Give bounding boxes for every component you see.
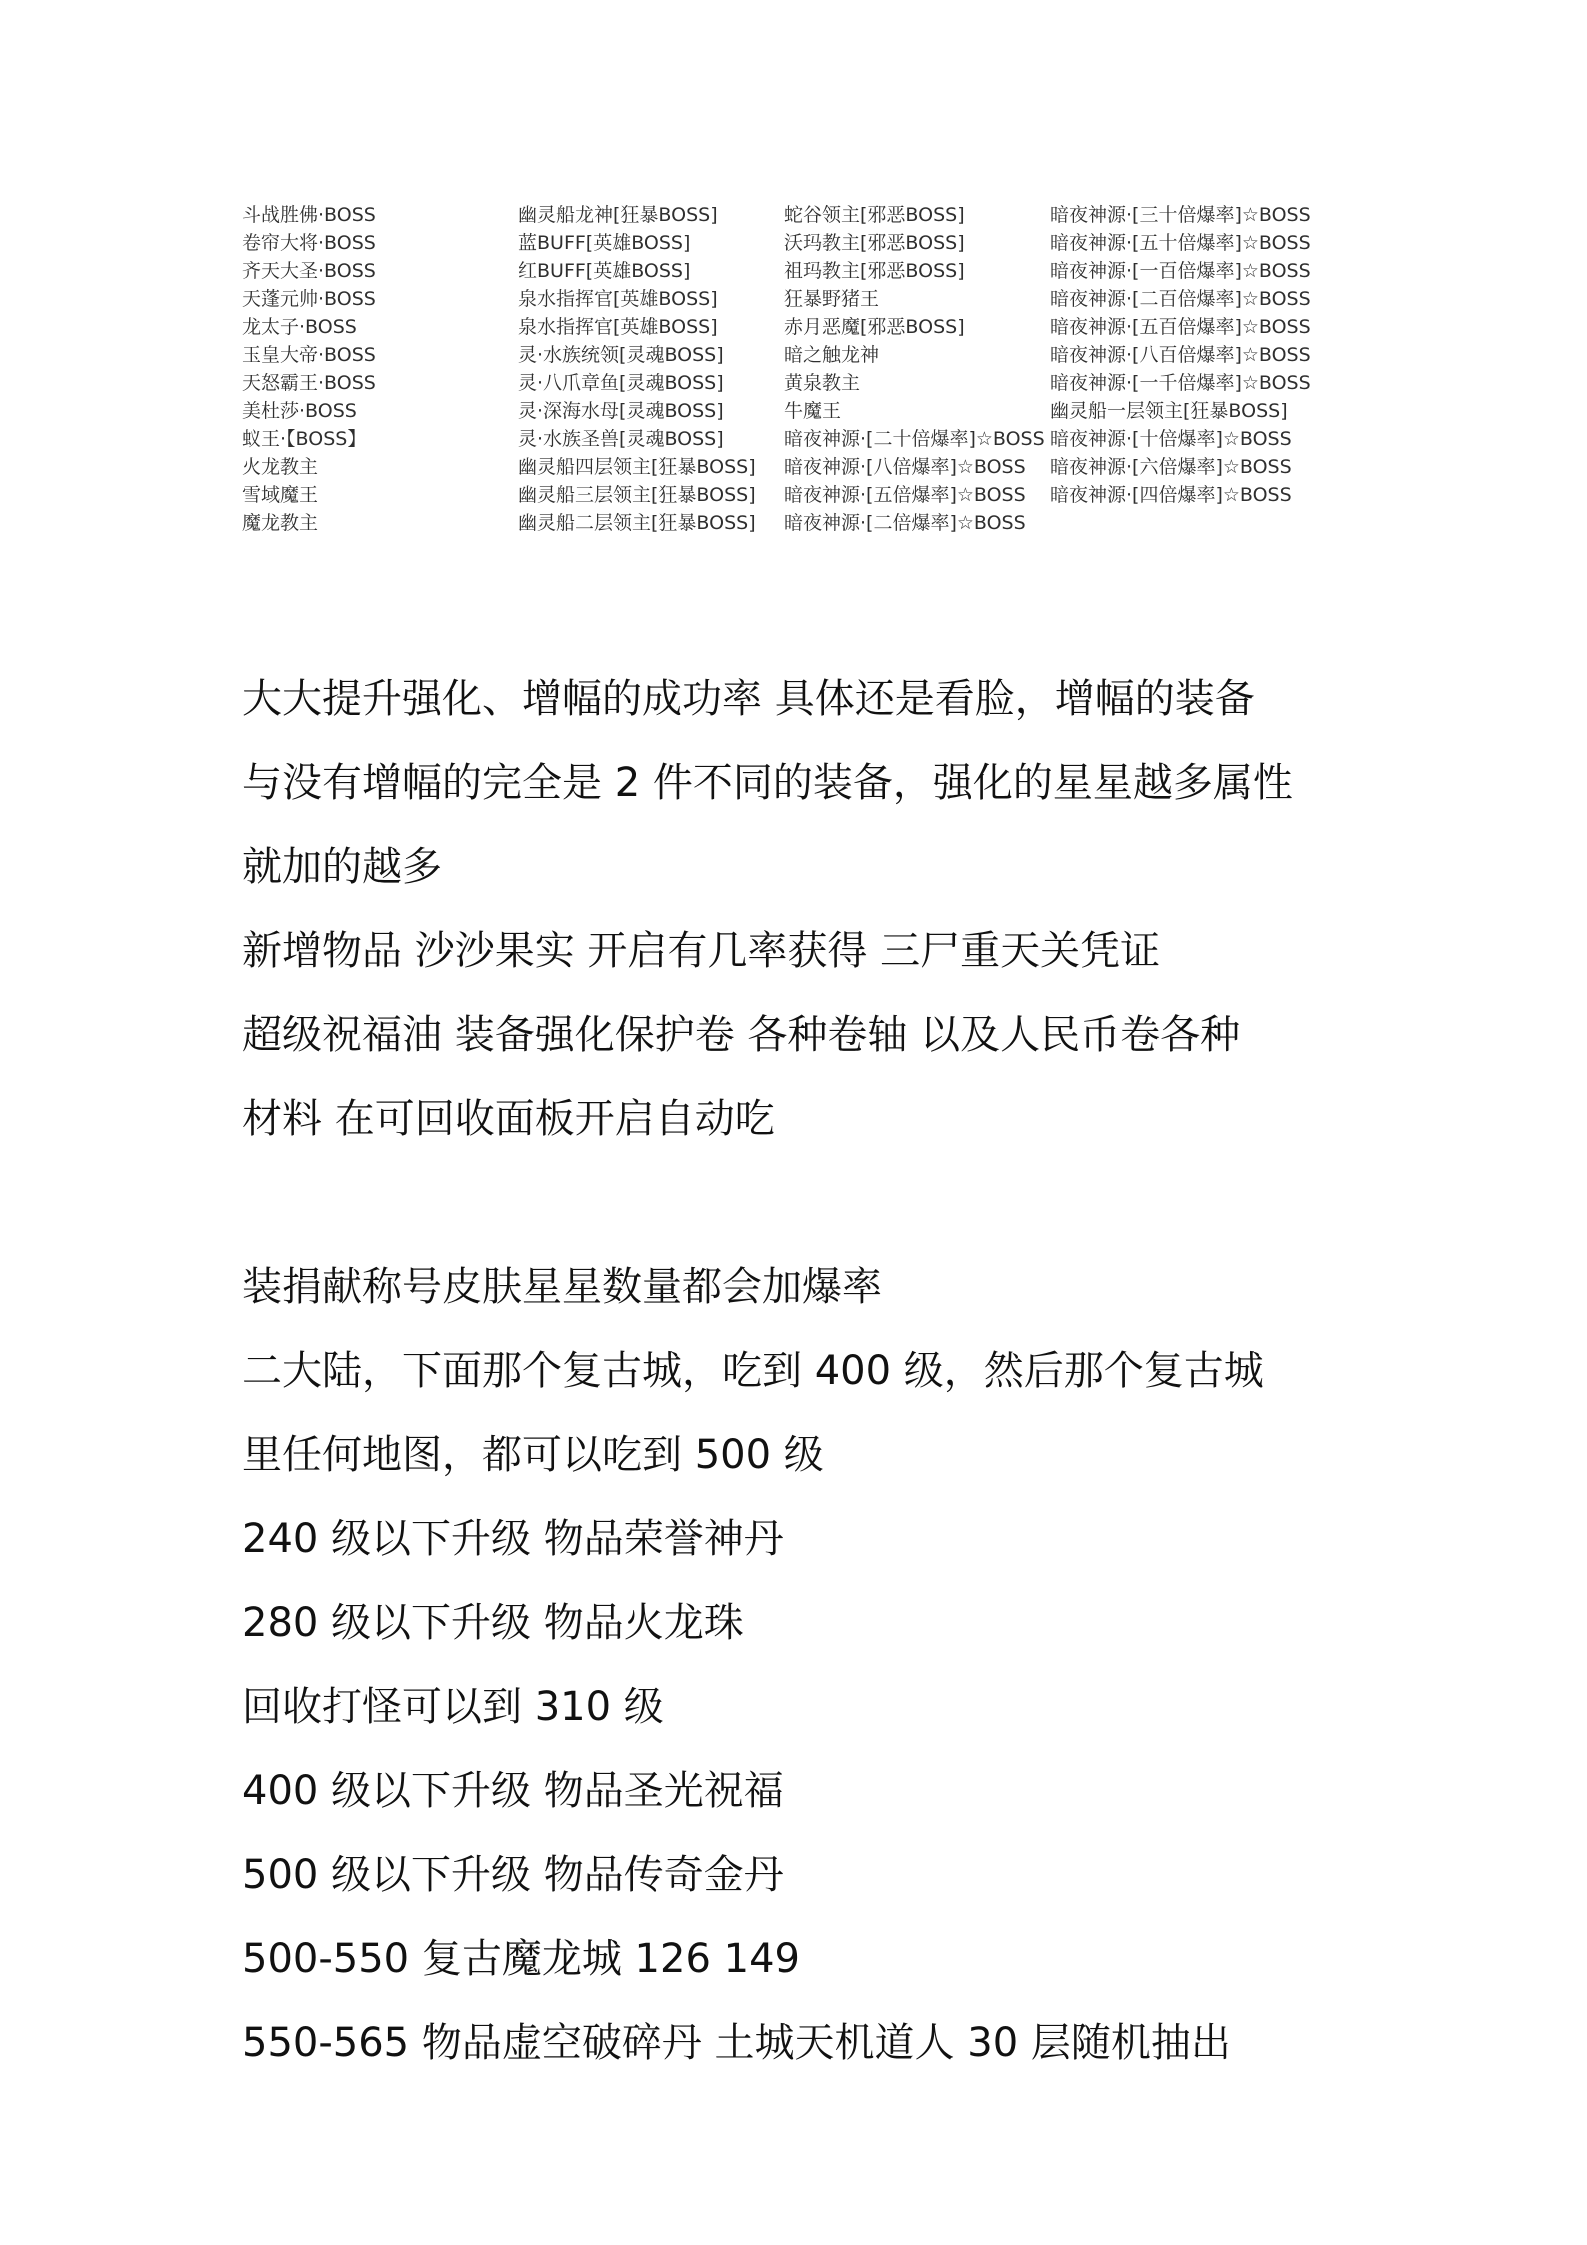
text-line: 里任何地图，都可以吃到 500 级	[242, 1432, 824, 1478]
boss-list-item: 蛇谷领主[邪恶BOSS]	[784, 204, 965, 226]
boss-list-item: 雪域魔王	[242, 484, 319, 506]
boss-list-item: 暗夜神源·[四倍爆率]☆BOSS	[1050, 484, 1292, 506]
boss-list-item: 暗夜神源·[五百倍爆率]☆BOSS	[1050, 316, 1311, 338]
text-line: 500 级以下升级 物品传奇金丹	[242, 1852, 784, 1898]
boss-list-item: 暗之触龙神	[784, 344, 880, 366]
boss-list-item: 天蓬元帅·BOSS	[242, 288, 376, 310]
text-line: 超级祝福油 装备强化保护卷 各种卷轴 以及人民币卷各种	[242, 1012, 1241, 1058]
text-line: 二大陆，下面那个复古城，吃到 400 级，然后那个复古城	[242, 1348, 1264, 1394]
boss-list-item: 沃玛教主[邪恶BOSS]	[784, 232, 965, 254]
boss-list-item: 灵·深海水母[灵魂BOSS]	[518, 400, 724, 422]
boss-list-item: 泉水指挥官[英雄BOSS]	[518, 316, 718, 338]
boss-list-item: 暗夜神源·[一千倍爆率]☆BOSS	[1050, 372, 1311, 394]
text-line: 新增物品 沙沙果实 开启有几率获得 三尸重天关凭证	[242, 928, 1161, 974]
boss-list-item: 斗战胜佛·BOSS	[242, 204, 376, 226]
boss-list-item: 幽灵船四层领主[狂暴BOSS]	[518, 456, 756, 478]
boss-list-item: 泉水指挥官[英雄BOSS]	[518, 288, 718, 310]
boss-list-item: 黄泉教主	[784, 372, 861, 394]
boss-list-column-2	[518, 201, 756, 537]
boss-list-item: 龙太子·BOSS	[242, 316, 357, 338]
boss-list-item: 灵·水族圣兽[灵魂BOSS]	[518, 428, 724, 450]
boss-list-item: 蚁王·【BOSS】	[242, 428, 367, 450]
boss-list-item: 火龙教主	[242, 456, 319, 478]
text-line: 550-565 物品虚空破碎丹 土城天机道人 30 层随机抽出	[242, 2020, 1231, 2066]
text-line: 就加的越多	[242, 844, 442, 890]
boss-list-item: 暗夜神源·[二十倍爆率]☆BOSS	[784, 428, 1045, 450]
text-line: 400 级以下升级 物品圣光祝福	[242, 1768, 784, 1814]
text-line: 240 级以下升级 物品荣誉神丹	[242, 1516, 784, 1562]
boss-list-item: 卷帘大将·BOSS	[242, 232, 376, 254]
boss-list-item: 暗夜神源·[一百倍爆率]☆BOSS	[1050, 260, 1311, 282]
boss-list-item: 暗夜神源·[六倍爆率]☆BOSS	[1050, 456, 1292, 478]
text-line: 与没有增幅的完全是 2 件不同的装备，强化的星星越多属性	[242, 760, 1293, 806]
boss-list-column-4	[1050, 201, 1311, 509]
text-line: 500-550 复古魔龙城 126 149	[242, 1936, 800, 1982]
boss-list-item: 幽灵船二层领主[狂暴BOSS]	[518, 512, 756, 534]
boss-list-item: 暗夜神源·[五十倍爆率]☆BOSS	[1050, 232, 1311, 254]
boss-list-column-1	[242, 201, 376, 537]
boss-list-item: 幽灵船龙神[狂暴BOSS]	[518, 204, 718, 226]
boss-list-item: 狂暴野猪王	[784, 288, 880, 310]
boss-list-item: 灵·八爪章鱼[灵魂BOSS]	[518, 372, 724, 394]
boss-list-item: 暗夜神源·[五倍爆率]☆BOSS	[784, 484, 1026, 506]
boss-list-item: 美杜莎·BOSS	[242, 400, 357, 422]
boss-list-item: 牛魔王	[784, 400, 842, 422]
boss-list-item: 蓝BUFF[英雄BOSS]	[518, 232, 691, 254]
boss-list-column-3	[784, 201, 1045, 537]
text-line: 装捐献称号皮肤星星数量都会加爆率	[242, 1264, 882, 1310]
boss-list-item: 齐天大圣·BOSS	[242, 260, 376, 282]
boss-list-item: 玉皇大帝·BOSS	[242, 344, 376, 366]
boss-list-item: 暗夜神源·[二百倍爆率]☆BOSS	[1050, 288, 1311, 310]
enhancement-paragraph	[242, 657, 1362, 1161]
boss-list-item: 红BUFF[英雄BOSS]	[518, 260, 691, 282]
boss-list-item: 祖玛教主[邪恶BOSS]	[784, 260, 965, 282]
boss-list-item: 暗夜神源·[八百倍爆率]☆BOSS	[1050, 344, 1311, 366]
boss-list-item: 暗夜神源·[二倍爆率]☆BOSS	[784, 512, 1026, 534]
text-line: 大大提升强化、增幅的成功率 具体还是看脸，增幅的装备	[242, 676, 1255, 722]
text-line: 材料 在可回收面板开启自动吃	[242, 1096, 775, 1142]
text-line: 280 级以下升级 物品火龙珠	[242, 1600, 744, 1646]
boss-list-item: 幽灵船一层领主[狂暴BOSS]	[1050, 400, 1288, 422]
text-line: 回收打怪可以到 310 级	[242, 1684, 664, 1730]
boss-list-item: 赤月恶魔[邪恶BOSS]	[784, 316, 965, 338]
boss-list-item: 魔龙教主	[242, 512, 319, 534]
boss-list-item: 暗夜神源·[十倍爆率]☆BOSS	[1050, 428, 1292, 450]
boss-list-item: 暗夜神源·[八倍爆率]☆BOSS	[784, 456, 1026, 478]
boss-list-item: 天怒霸王·BOSS	[242, 372, 376, 394]
leveling-paragraph	[242, 1245, 1362, 2085]
boss-list-item: 幽灵船三层领主[狂暴BOSS]	[518, 484, 756, 506]
boss-list-item: 灵·水族统领[灵魂BOSS]	[518, 344, 724, 366]
boss-list-item: 暗夜神源·[三十倍爆率]☆BOSS	[1050, 204, 1311, 226]
